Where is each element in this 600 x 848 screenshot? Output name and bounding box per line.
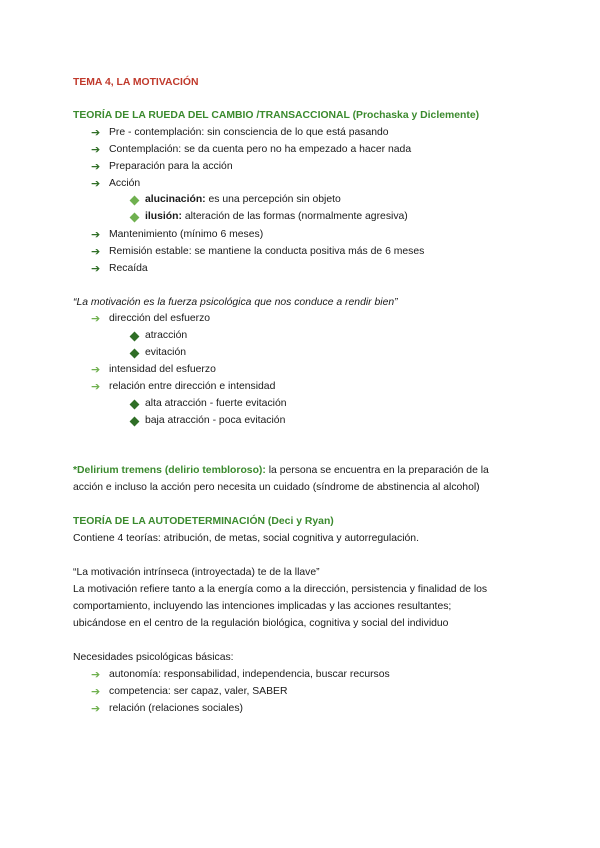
sub-list-item bbox=[145, 193, 341, 207]
arrow-icon: ➔ bbox=[91, 669, 101, 681]
arrow-icon: ➔ bbox=[91, 381, 101, 393]
list-item: Pre - contemplación: sin consciencia de lo que está pasando bbox=[109, 127, 389, 138]
arrow-icon: ➔ bbox=[91, 127, 101, 139]
rueda-authors: (Prochaska y Diclemente) bbox=[352, 110, 480, 121]
rueda-heading-text: TEORÍA DE LA RUEDA DEL CAMBIO /TRANSACCIONAL bbox=[73, 110, 350, 121]
term-definition: alteración de las formas (normalmente agresiva) bbox=[181, 211, 408, 222]
sub-list-item bbox=[145, 210, 408, 224]
list-item: competencia: ser capaz, valer, SABER bbox=[109, 686, 288, 697]
sub-list-item: baja atracción - poca evitación bbox=[145, 415, 286, 426]
list-item: intensidad del esfuerzo bbox=[109, 364, 216, 375]
arrow-icon: ➔ bbox=[91, 686, 101, 698]
delirium-label: *Delirium tremens (delirio tembloroso): bbox=[73, 465, 266, 476]
list-item: Acción bbox=[109, 178, 141, 189]
arrow-icon: ➔ bbox=[91, 364, 101, 376]
term-ilusion: ilusión: bbox=[145, 211, 182, 222]
sub-list-item: atracción bbox=[145, 330, 188, 341]
paragraph-line: La motivación refiere tanto a la energía como a la dirección, persistencia y finalidad de los bbox=[73, 584, 488, 595]
list-item: Contemplación: se da cuenta pero no ha empezado a hacer nada bbox=[109, 144, 412, 155]
term-alucinacion: alucinación: bbox=[145, 194, 206, 205]
arrow-icon: ➔ bbox=[91, 263, 101, 275]
term-definition: es una percepción sin objeto bbox=[205, 194, 341, 205]
sub-list-item: alta atracción - fuerte evitación bbox=[145, 398, 287, 409]
arrow-icon: ➔ bbox=[91, 246, 101, 258]
delirium-line-2: acción e incluso la acción pero necesita un cuidado (síndrome de abstinencia al alcohol) bbox=[73, 482, 480, 493]
list-item: relación (relaciones sociales) bbox=[109, 703, 243, 714]
list-item: Remisión estable: se mantiene la conducta positiva más de 6 meses bbox=[109, 246, 425, 257]
arrow-icon: ➔ bbox=[91, 313, 101, 325]
page-title: TEMA 4, LA MOTIVACIÓN bbox=[73, 77, 199, 88]
section-heading-rueda bbox=[73, 109, 479, 123]
diamond-bullet-icon bbox=[130, 400, 140, 410]
list-item: Mantenimiento (mínimo 6 meses) bbox=[109, 229, 264, 240]
arrow-icon: ➔ bbox=[91, 161, 101, 173]
delirium-line-1 bbox=[73, 464, 489, 478]
arrow-icon: ➔ bbox=[91, 178, 101, 190]
needs-heading: Necesidades psicológicas básicas: bbox=[73, 652, 234, 663]
diamond-bullet-icon bbox=[130, 196, 140, 206]
list-item: dirección del esfuerzo bbox=[109, 313, 211, 324]
diamond-bullet-icon bbox=[130, 332, 140, 342]
arrow-icon: ➔ bbox=[91, 703, 101, 715]
delirium-text: la persona se encuentra en la preparación de la bbox=[265, 465, 489, 476]
arrow-icon: ➔ bbox=[91, 144, 101, 156]
intrinsic-quote: “La motivación intrínseca (introyectada) te de la llave” bbox=[73, 567, 320, 578]
list-item: autonomía: responsabilidad, independencia, buscar recursos bbox=[109, 669, 390, 680]
section-heading-autodeterminacion: TEORÍA DE LA AUTODETERMINACIÓN (Deci y Ryan) bbox=[73, 516, 334, 527]
theories-summary: Contiene 4 teorías: atribución, de metas, social cognitiva y autorregulación. bbox=[73, 533, 419, 544]
list-item: Preparación para la acción bbox=[109, 161, 233, 172]
diamond-bullet-icon bbox=[130, 417, 140, 427]
paragraph-line: comportamiento, incluyendo las intenciones implicadas y las acciones resultantes; bbox=[73, 601, 452, 612]
list-item: Recaída bbox=[109, 263, 148, 274]
arrow-icon: ➔ bbox=[91, 229, 101, 241]
motivation-quote: “La motivación es la fuerza psicológica que nos conduce a rendir bien” bbox=[73, 297, 398, 308]
list-item: relación entre dirección e intensidad bbox=[109, 381, 276, 392]
diamond-bullet-icon bbox=[130, 349, 140, 359]
diamond-bullet-icon bbox=[130, 213, 140, 223]
paragraph-line: ubicándose en el centro de la regulación biológica, cognitiva y social del individuo bbox=[73, 618, 449, 629]
sub-list-item: evitación bbox=[145, 347, 187, 358]
